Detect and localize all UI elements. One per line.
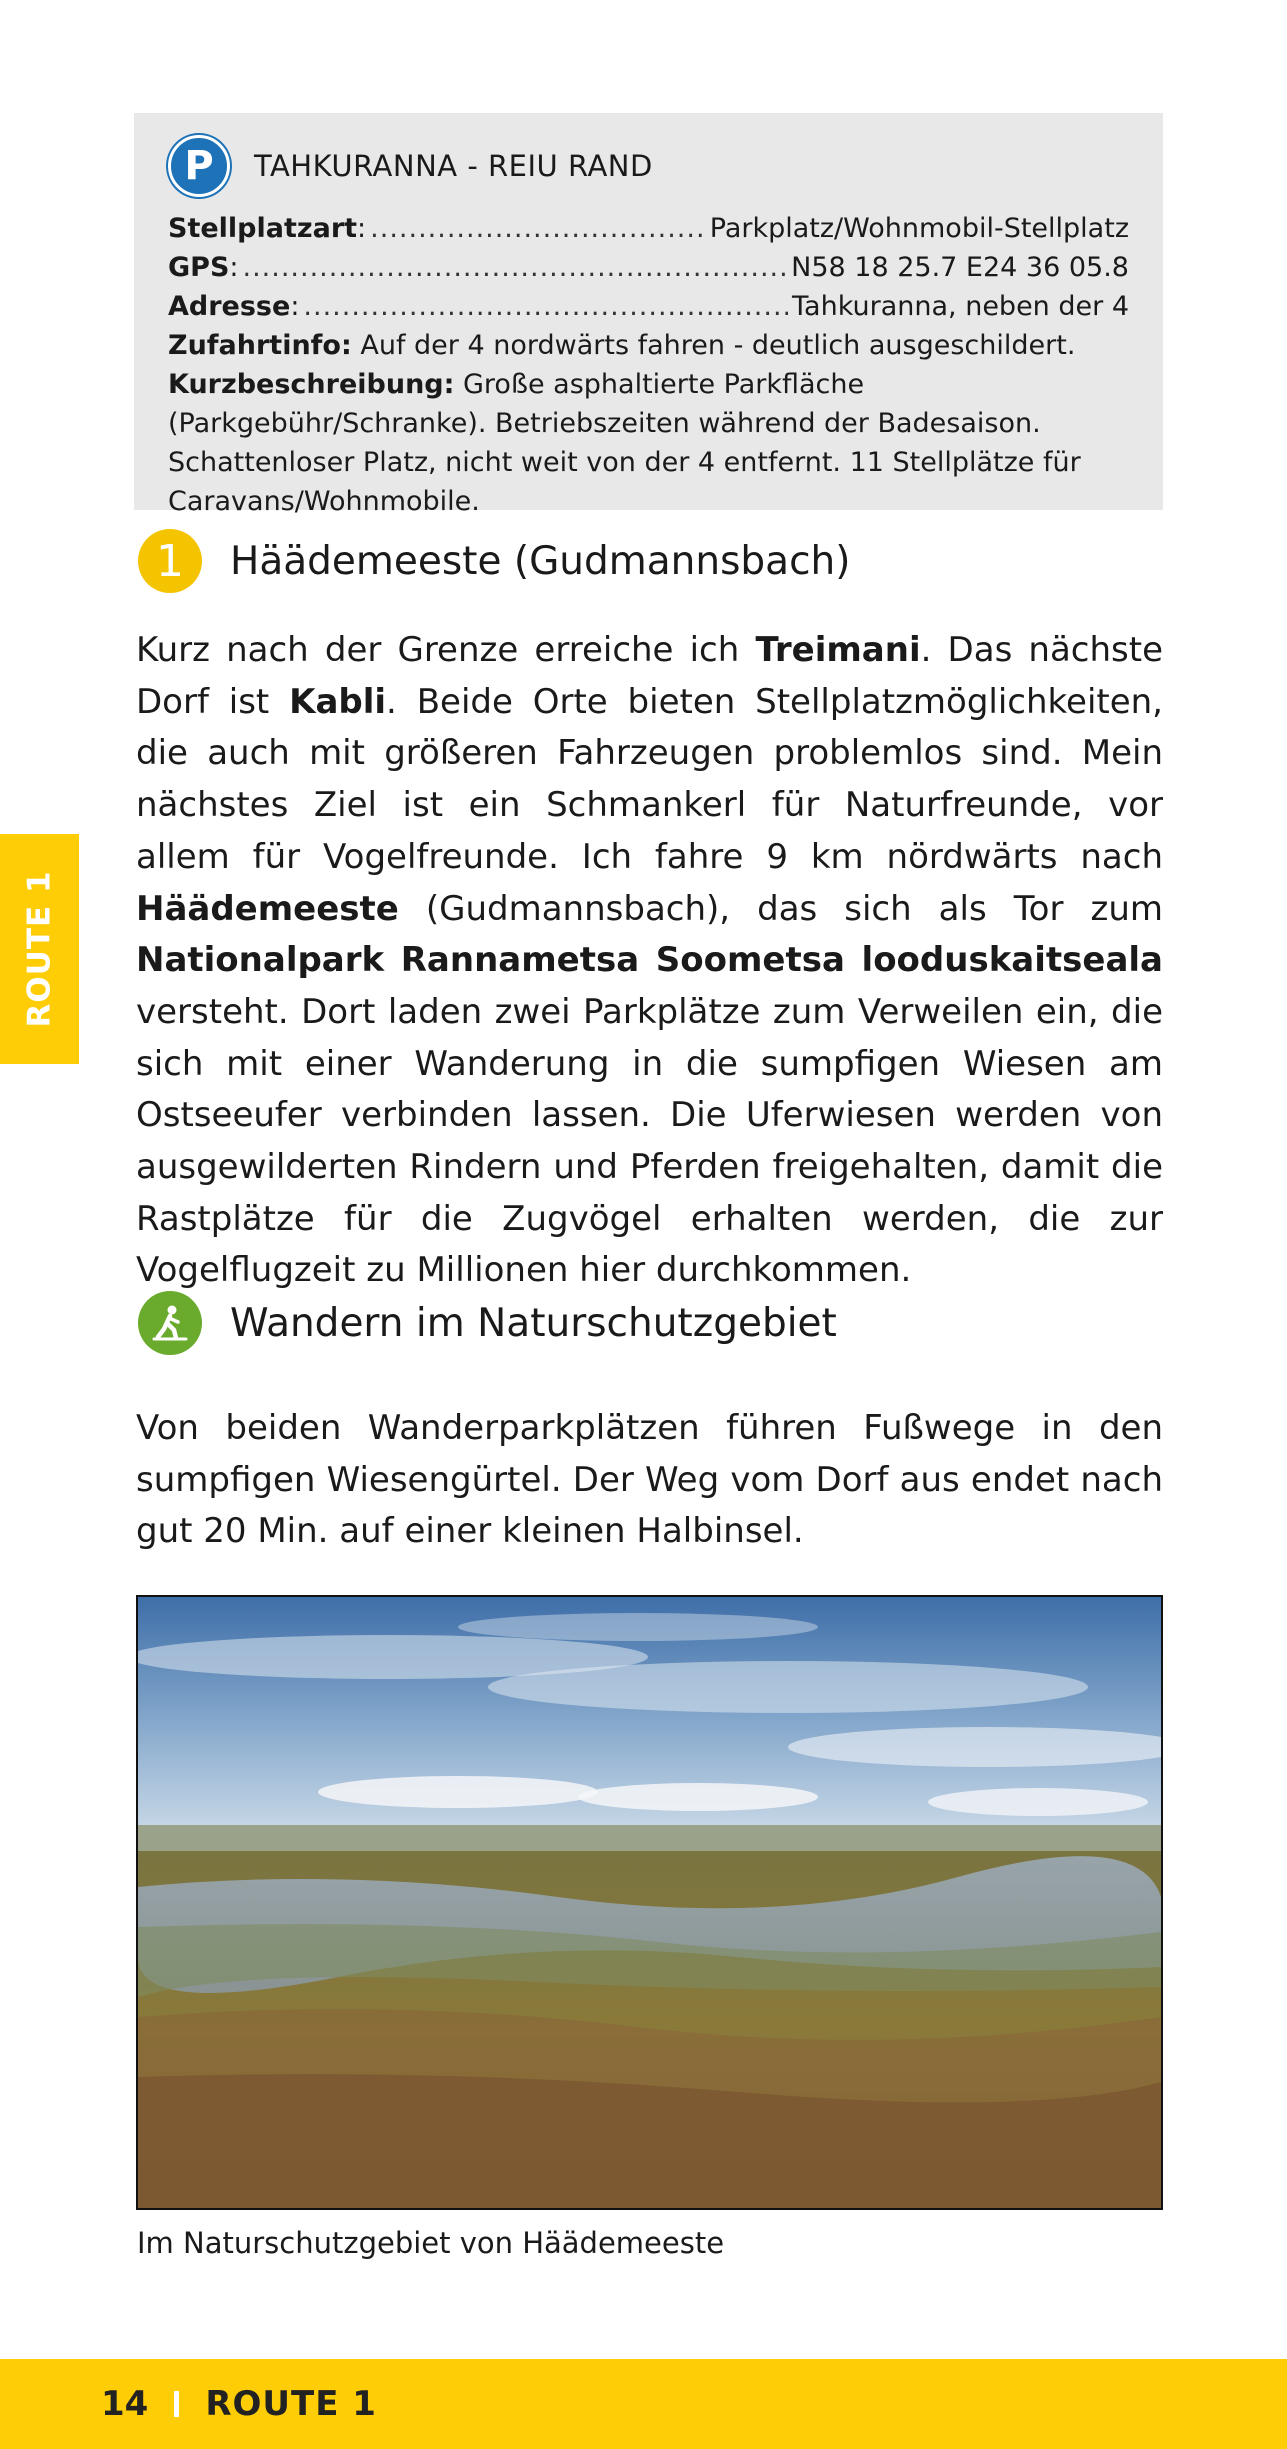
section-body-wandern: Von beiden Wanderparkplätzen führen Fußwege in den sumpfigen Wiesengürtel. Der Weg vom Dorf aus endet nach gut 20 Min. auf einer kleinen Halbinsel. <box>136 1408 1163 1552</box>
info-label: Adresse <box>168 291 291 322</box>
route-side-tab: ROUTE 1 <box>0 834 79 1064</box>
section-heading-wandern <box>138 1291 837 1355</box>
dot-leader <box>303 287 788 326</box>
info-label: GPS <box>168 252 230 283</box>
info-zufahrt: Zufahrtinfo: Auf der 4 nordwärts fahren - deutlich ausgeschildert. <box>168 330 1076 361</box>
page-footer <box>0 2359 1287 2449</box>
info-value: Tahkuranna, neben der 4 <box>792 291 1129 322</box>
info-row-adresse: Adresse : ..... Tahkuranna, neben der 4 <box>168 287 1129 326</box>
info-row-gps: GPS : ..... N58 18 25.7 E24 36 05.8 <box>168 248 1129 287</box>
info-value: Parkplatz/Wohnmobil-Stellplatz <box>709 213 1129 244</box>
hiking-icon <box>138 1291 202 1355</box>
landscape-photo <box>136 1595 1163 2210</box>
info-value: N58 18 25.7 E24 36 05.8 <box>791 252 1129 283</box>
section-heading-haedemeeste <box>138 529 850 593</box>
number-one-icon: 1 <box>138 529 202 593</box>
info-kurzbeschreibung: Kurzbeschreibung: Große asphaltierte Parkfläche (Parkgebühr/Schranke). Betriebszeiten während der Badesaison. Schattenloser Platz, nicht weit von der 4 entfernt. 11 Stellplätze für Caravans/Wohnmobile. <box>168 369 1081 517</box>
info-label: Stellplatzart <box>168 213 358 244</box>
parking-icon: P <box>168 135 230 197</box>
dot-leader <box>243 248 788 287</box>
info-row-stellplatzart: Stellplatzart : ..... Parkplatz/Wohnmobil-Stellplatz <box>168 209 1129 248</box>
photo-caption: Im Naturschutzgebiet von Häädemeeste <box>137 2226 725 2260</box>
footer-divider <box>174 2391 179 2417</box>
footer-route-label: ROUTE 1 <box>205 2384 377 2424</box>
section-title: Häädemeeste (Gudmannsbach) <box>230 538 851 584</box>
info-box-title: TAHKURANNA - REIU RAND <box>254 149 653 183</box>
info-box-header <box>168 135 1129 197</box>
parking-info-box <box>134 113 1163 517</box>
section-title: Wandern im Naturschutzgebiet <box>230 1300 837 1346</box>
section-body-haedemeeste: Kurz nach der Grenze erreiche ich Treimani. Das nächste Dorf ist Kabli. Beide Orte bieten Stellplatzmöglichkeiten, die auch mit größeren Fahrzeugen problemlos sind. Mein nächstes Ziel ist ein Schmankerl für Naturfreunde, vor allem für Vogelfreunde. Ich fahre 9 km nördwärts nach Häädemeeste (Gudmannsbach), das sich als Tor zum Nationalpark Rannametsa Soometsa looduskaitseala versteht. Dort laden zwei Parkplätze zum Verweilen ein, die sich mit einer Wanderung in die sumpfigen Wiesen am Ostseeufer verbinden lassen. Die Uferwiesen werden von ausgewilderten Rindern und Pferden freigehalten, damit die Rastplätze für die Zugvögel erhalten werden, die zur Vogelflugzeit zu Millionen hier durchkommen. <box>136 630 1163 1291</box>
dot-leader <box>370 209 706 248</box>
page-number: 14 <box>101 2384 149 2424</box>
